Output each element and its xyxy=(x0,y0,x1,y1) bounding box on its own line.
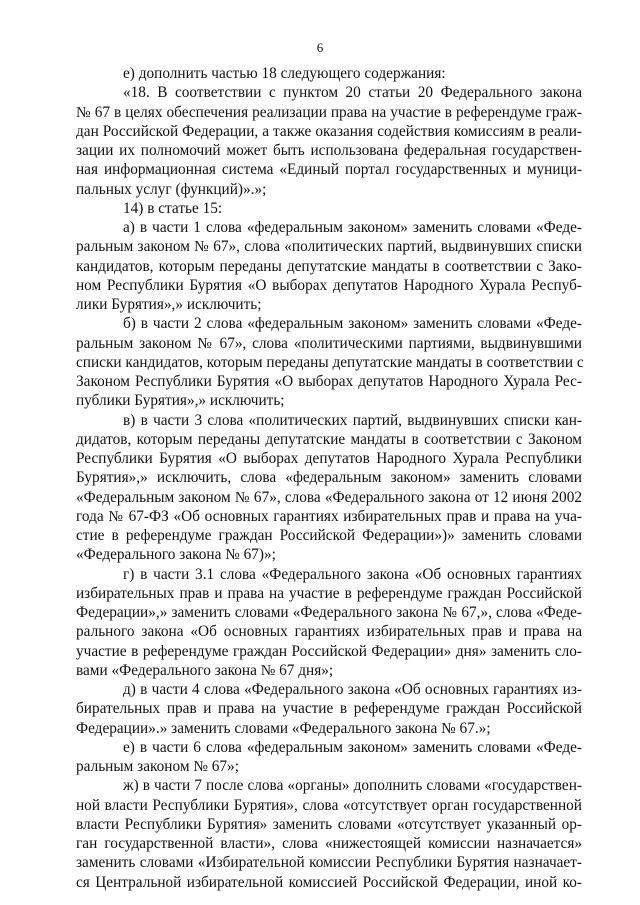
text-line: б) в части 2 слова «федеральным законом» заменить словами «Феде- xyxy=(123,315,582,333)
text-line: участие в референдуме граждан Российской Федерации» дня» заменить сло- xyxy=(76,642,582,660)
text-line: ральным законом № 67»; xyxy=(76,758,239,775)
text-line: № 67 в целях обеспечения реализации права на участие в референдуме граж- xyxy=(76,103,582,121)
text-line: вами «Федерального закона № 67 дня»; xyxy=(76,661,334,679)
text-line: е) дополнить частью 18 следующего содержания: xyxy=(123,65,446,82)
text-line: Федерации».» заменить словами «Федерального закона № 67.»; xyxy=(76,719,491,737)
text-line: ральным законом № 67», слова «политических партий, выдвинувших списки xyxy=(76,238,582,256)
text-line: ральным законом № 67», слова «политическими партиями, выдвинувшими xyxy=(76,334,582,352)
text-line: в) в части 3 слова «политических партий, выдвинувших списки кан- xyxy=(123,411,582,429)
text-line: 14) в статье 15: xyxy=(123,199,223,217)
text-line: заменить словами «Избирательной комиссии Республики Бурятия назначает- xyxy=(76,854,582,872)
text-line: рального закона «Об основных гарантиях избирательных прав и права на xyxy=(76,623,582,641)
text-line: Законом Республики Бурятия «О выборах депутатов Народного Хурала Рес- xyxy=(76,373,582,390)
text-line: д) в части 4 слова «Федерального закона «Об основных гарантиях из- xyxy=(123,681,582,698)
text-line: бирательных прав и права на участие в референдуме граждан Российской xyxy=(76,700,582,718)
text-line: публики Бурятия»,» исключить; xyxy=(76,392,285,410)
text-line: «18. В соответствии с пунктом 20 статьи 20 Федерального закона xyxy=(123,84,582,102)
text-line: ся Центральной избирательной комиссией Российской Федерации, иной ко- xyxy=(76,873,582,891)
text-line: кандидатов, которым переданы депутатские мандаты в соответствии с Зако- xyxy=(76,257,582,275)
text-line: года № 67-ФЗ «Об основных гарантиях избирательных прав и права на уча- xyxy=(76,507,582,525)
text-line: «Федеральным законом № 67», слова «Федерального закона от 12 июня 2002 xyxy=(76,488,582,506)
document-body xyxy=(76,64,582,892)
text-line: ж) в части 7 после слова «органы» дополнить словами «государствен- xyxy=(123,777,582,795)
text-line: Бурятия»,» исключить, слова «федеральным законом» заменить словами xyxy=(76,469,582,487)
text-line: е) в части 6 слова «федеральным законом» заменить словами «Феде- xyxy=(123,738,582,756)
text-line: списки кандидатов, которым переданы депутатские мандаты в соответствии с xyxy=(76,353,584,371)
text-line: Федерации»,» заменить словами «Федерального закона № 67,», слова «Феде- xyxy=(76,604,582,621)
text-line: дан Российской Федерации, а также оказания содействия комиссиям в реали- xyxy=(76,122,582,140)
text-line: ная информационная система «Единый портал государственных и муници- xyxy=(76,161,582,179)
text-line: «Федерального закона № 67)»; xyxy=(76,546,276,564)
text-line: зации их полномочий может быть использована федеральная государствен- xyxy=(76,142,582,159)
text-line: власти Республики Бурятия» заменить словами «отсутствует указанный ор- xyxy=(76,815,582,833)
text-line: ной власти Республики Бурятия», слова «отсутствует орган государственной xyxy=(76,796,582,814)
text-line: а) в части 1 слова «федеральным законом» заменить словами «Феде- xyxy=(123,219,582,236)
text-line: лики Бурятия»,» исключить; xyxy=(76,296,262,313)
page-number: 6 xyxy=(316,40,324,55)
text-line: Республики Бурятия «О выборах депутатов Народного Хурала Республики xyxy=(76,450,582,467)
text-line: ном Республики Бурятия «О выборах депутатов Народного Хурала Респуб- xyxy=(76,276,582,294)
text-line: ган государственной власти», слова «нижестоящей комиссии назначается» xyxy=(76,835,582,852)
text-line: г) в части 3.1 слова «Федерального закона «Об основных гарантиях xyxy=(123,565,582,583)
text-line: избирательных прав и права на участие в референдуме граждан Российской xyxy=(76,584,582,602)
text-line: дидатов, которым переданы депутатские мандаты в соответствии с Законом xyxy=(76,430,582,448)
text-line: пальных услуг (функций)».»; xyxy=(76,180,267,198)
text-line: стие в референдуме граждан Российской Федерации»)» заменить словами xyxy=(76,527,582,544)
